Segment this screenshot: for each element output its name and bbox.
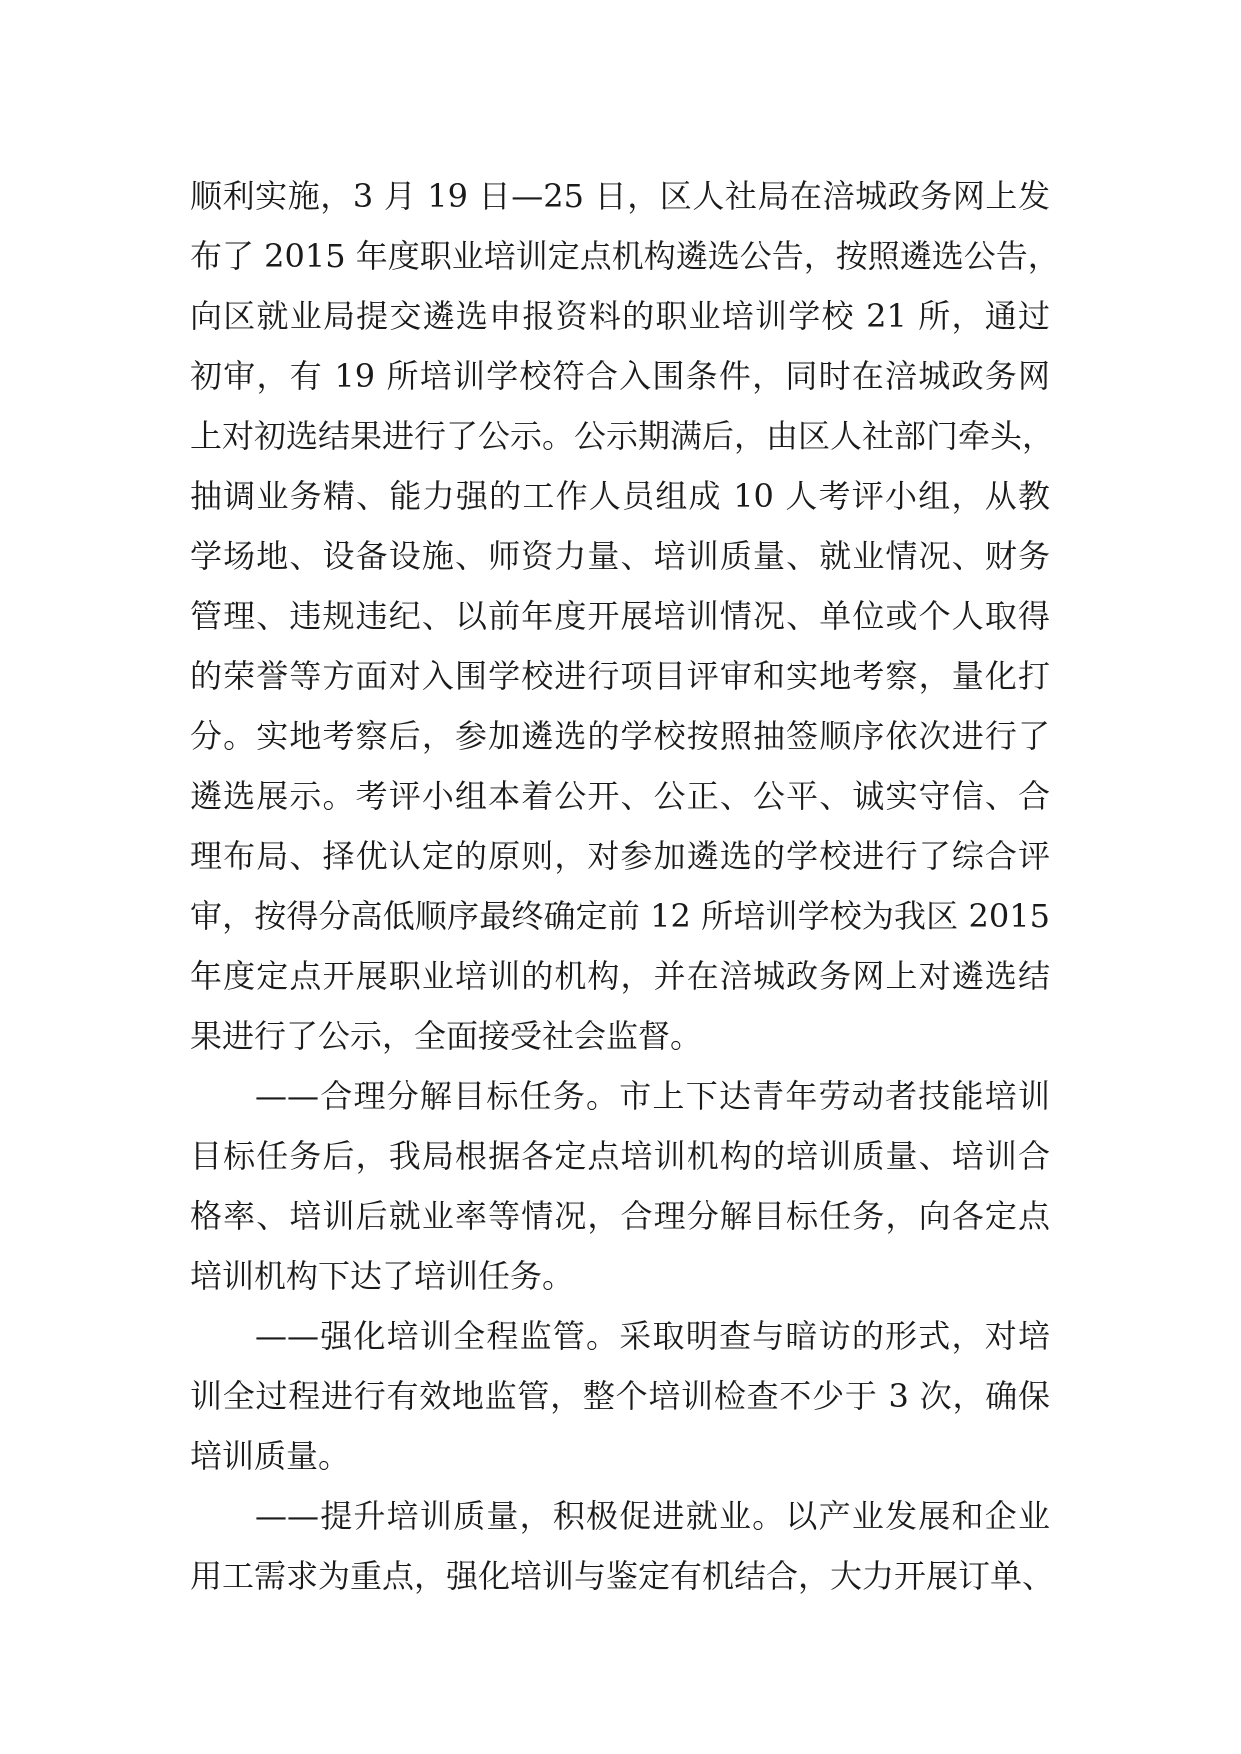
- text-line: 目标任务后，我局根据各定点培训机构的培训质量、培训合: [190, 1137, 1050, 1175]
- text-line: 抽调业务精、能力强的工作人员组成 10 人考评小组，从教: [190, 477, 1050, 515]
- text-line: 格率、培训后就业率等情况，合理分解目标任务，向各定点: [190, 1197, 1050, 1235]
- text-line: 顺利实施，3 月 19 日—25 日，区人社局在涪城政务网上发: [190, 177, 1050, 215]
- paragraph-first-line: ——强化培训全程监管。采取明查与暗访的形式，对培: [255, 1317, 1050, 1355]
- text-line: 用工需求为重点，强化培训与鉴定有机结合，大力开展订单、: [190, 1557, 1055, 1595]
- text-line: 审，按得分高低顺序最终确定前 12 所培训学校为我区 2015: [190, 897, 1050, 935]
- text-line: 理布局、择优认定的原则，对参加遴选的学校进行了综合评: [190, 837, 1050, 875]
- text-line: 年度定点开展职业培训的机构，并在涪城政务网上对遴选结: [190, 957, 1050, 995]
- paragraph-first-line: ——合理分解目标任务。市上下达青年劳动者技能培训: [255, 1077, 1050, 1115]
- text-line: 学场地、设备设施、师资力量、培训质量、就业情况、财务: [190, 537, 1050, 575]
- text-line: 布了 2015 年度职业培训定点机构遴选公告，按照遴选公告，: [190, 237, 1060, 275]
- text-line: 初审，有 19 所培训学校符合入围条件，同时在涪城政务网: [190, 357, 1050, 395]
- text-line: 训全过程进行有效地监管，整个培训检查不少于 3 次，确保: [190, 1377, 1050, 1415]
- text-line: 分。实地考察后，参加遴选的学校按照抽签顺序依次进行了: [190, 717, 1050, 755]
- text-line: 的荣誉等方面对入围学校进行项目评审和实地考察，量化打: [190, 657, 1050, 695]
- text-line: 果进行了公示，全面接受社会监督。: [190, 1017, 703, 1055]
- text-line: 遴选展示。考评小组本着公开、公正、公平、诚实守信、合: [190, 777, 1050, 815]
- text-line: 向区就业局提交遴选申报资料的职业培训学校 21 所，通过: [190, 297, 1050, 335]
- text-line: 培训质量。: [190, 1437, 351, 1475]
- text-line: 管理、违规违纪、以前年度开展培训情况、单位或个人取得: [190, 597, 1050, 635]
- paragraph-first-line: ——提升培训质量，积极促进就业。以产业发展和企业: [255, 1497, 1050, 1535]
- text-line: 培训机构下达了培训任务。: [190, 1257, 575, 1295]
- text-line: 上对初选结果进行了公示。公示期满后，由区人社部门牵头，: [190, 417, 1055, 455]
